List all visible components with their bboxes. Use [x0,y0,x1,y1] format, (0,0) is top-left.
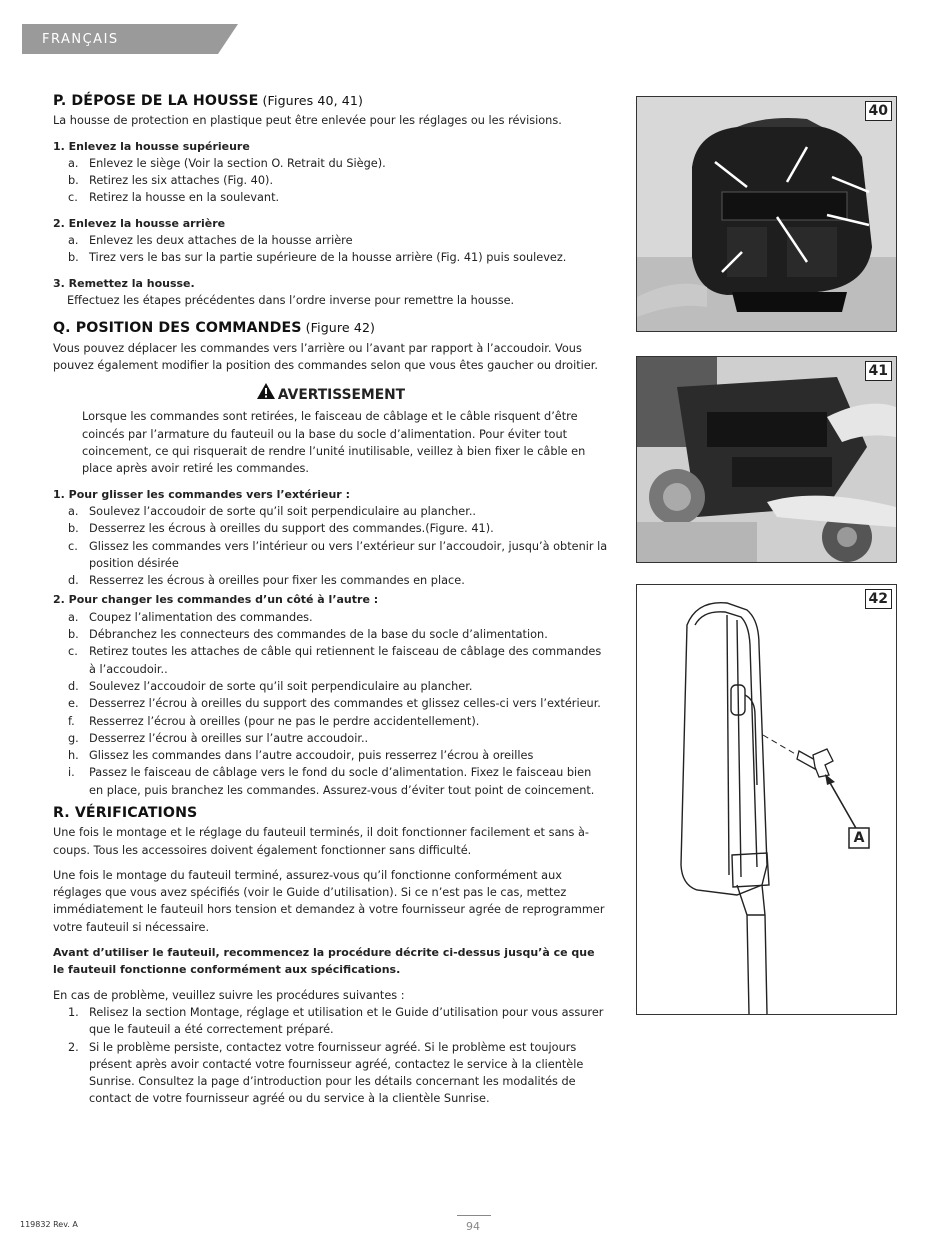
list-item [53,747,608,764]
section-p-intro: La housse de protection en plastique peut être enlevée pour les réglages ou les révisions. [53,114,562,128]
list-text: Relisez la section Montage, réglage et utilisation et le Guide d’utilisation pour vous assurer que le fauteuil a été correctement préparé. [89,1005,604,1037]
list-item [53,503,608,520]
doc-reference: 119832 Rev. A [20,1220,78,1229]
list-text: Glissez les commandes dans l’autre accoudoir, puis resserrez l’écrou à oreilles [89,749,534,763]
list-marker: c. [68,539,78,553]
section-r-problem-intro: En cas de problème, veuillez suivre les procédures suivantes : [53,988,405,1002]
list-item [53,572,608,589]
list-marker: a. [68,234,79,248]
list-marker: e. [68,697,79,711]
list-marker: d. [68,679,79,693]
list-item [53,538,608,573]
figure-42 [636,584,897,1015]
list-marker: b. [68,251,79,265]
footer-rule [457,1215,491,1216]
list-item [53,520,608,537]
section-p-heading: P. DÉPOSE DE LA HOUSSE (Figures 40, 41) [53,93,364,109]
fig42-illustration [637,585,896,1014]
list-text: Desserrez l’écrou à oreilles du support des commandes et glissez celles-ci vers l’extérieur. [89,697,601,711]
list-marker: f. [68,714,75,728]
step3-title: 3. Remettez la housse. [53,276,195,290]
step2-title: 2. Enlevez la housse arrière [53,216,226,230]
figure-40 [636,96,897,332]
list-marker: 1. [68,1005,79,1019]
sub2-list [53,609,608,799]
list-item [53,172,608,189]
list-item [53,626,608,643]
step1-title: 1. Enlevez la housse supérieure [53,139,250,153]
list-item [53,1039,608,1108]
fig41-label: 41 [865,361,892,381]
list-text: Débranchez les connecteurs des commandes de la base du socle d’alimentation. [89,628,548,642]
section-r-para2: Une fois le montage du fauteuil terminé, assurez-vous qu’il fonctionne conformément aux réglages que vous avez spécifiés (voir le Guide d’utilisation). Si ce n’est pas le cas, mettez immédiatement le fauteuil hors tension et demandez à votre fournisseur agrée de reprogrammer votre fauteuil si nécessaire. [53,868,605,934]
section-q-heading: Q. POSITION DES COMMANDES (Figure 42) [53,320,376,337]
list-text: Resserrez les écrous à oreilles pour fixer les commandes en place. [89,574,465,588]
warning-icon [256,382,276,400]
warning-text: Lorsque les commandes sont retirées, le faisceau de câblage et le câble risquent d’être coincés par l’armature du fauteuil ou la base du socle d’alimentation. Pour éviter tout coincement, ce qui risquerait de rendre l’unité inutilisable, veillez à bien fixer le câble en place après avoir retiré les commandes. [82,410,586,476]
list-marker: b. [68,174,79,188]
list-item [53,189,608,206]
main-text-column [53,92,608,1108]
sub1-title: 1. Pour glisser les commandes vers l’extérieur : [53,487,350,501]
fig42-label: 42 [865,589,892,609]
language-tab-label: FRANÇAIS [42,32,119,47]
list-text: Si le problème persiste, contactez votre fournisseur agréé. Si le problème est toujours présent après avoir contacté votre fournisseur agréé, contactez le service à la clientèle Sunrise. Consultez la page d’introduction pour les détails concernant les modalités de contact de votre fournisseur agréé ou du service à la clientèle Sunrise. [89,1040,584,1106]
list-item [53,764,608,799]
list-text: Desserrez les écrous à oreilles du support des commandes.(Figure. 41). [89,522,494,536]
list-text: Enlevez les deux attaches de la housse arrière [89,234,353,248]
page-number: 94 [466,1220,480,1233]
list-item [53,249,608,266]
figure-41 [636,356,897,563]
list-item [53,730,608,747]
list-text: Resserrez l’écrou à oreilles (pour ne pas le perdre accidentellement). [89,714,480,728]
language-tab [22,24,238,54]
step2-list [53,232,608,267]
fig41-illustration [637,357,896,562]
section-r-para1: Une fois le montage et le réglage du fauteuil terminés, il doit fonctionner facilement et sans à-coups. Tous les accessoires doivent également fonctionner sans difficulté. [53,826,590,857]
list-item [53,155,608,172]
list-text: Soulevez l’accoudoir de sorte qu’il soit perpendiculaire au plancher. [89,679,473,693]
fig40-illustration [637,97,896,331]
list-marker: b. [68,628,79,642]
list-text: Coupez l’alimentation des commandes. [89,610,313,624]
section-r-list [53,1004,608,1108]
list-item [53,695,608,712]
list-text: Passez le faisceau de câblage vers le fond du socle d’alimentation. Fixez le faisceau bien en place, puis branchez les commandes. Assurez-vous d’éviter tout point de coincement. [89,766,595,797]
list-text: Desserrez l’écrou à oreilles sur l’autre accoudoir.. [89,731,369,745]
list-marker: 2. [68,1040,79,1054]
warning-heading: AVERTISSEMENT [53,382,608,404]
list-text: Retirez toutes les attaches de câble qui retiennent le faisceau de câblage des commandes à l’accoudoir.. [89,645,602,676]
list-marker: i. [68,766,75,780]
list-marker: a. [68,610,79,624]
list-marker: a. [68,504,79,518]
list-marker: c. [68,645,78,659]
list-marker: h. [68,749,79,763]
list-item [53,643,608,678]
list-marker: c. [68,191,78,205]
section-q-intro: Vous pouvez déplacer les commandes vers l’arrière ou l’avant par rapport à l’accoudoir. Vous pouvez également modifier la position des commandes selon que vous êtes gaucher ou droitier. [53,341,598,372]
list-text: Glissez les commandes vers l’intérieur ou vers l’extérieur sur l’accoudoir, jusqu’à obtenir la position désirée [89,539,608,570]
fig40-label: 40 [865,101,892,121]
list-item [53,609,608,626]
step1-list [53,155,608,207]
step3-text: Effectuez les étapes précédentes dans l’ordre inverse pour remettre la housse. [67,293,515,307]
list-marker: d. [68,574,79,588]
sub1-list [53,503,608,589]
list-item [53,713,608,730]
list-text: Soulevez l’accoudoir de sorte qu’il soit perpendiculaire au plancher.. [89,504,477,518]
sub2-title: 2. Pour changer les commandes d’un côté à l’autre : [53,593,379,607]
list-marker: g. [68,731,79,745]
list-item [53,678,608,695]
fig42-callout-a: A [853,830,865,846]
section-r-heading: R. VÉRIFICATIONS [53,804,198,821]
list-text: Retirez la housse en la soulevant. [89,191,280,205]
list-text: Enlevez le siège (Voir la section O. Retrait du Siège). [89,156,386,170]
section-r-bold-para: Avant d’utiliser le fauteuil, recommencez la procédure décrite ci-dessus jusqu’à ce que le fauteuil fonctionne conformément aux spécifications. [53,946,595,977]
list-text: Retirez les six attaches (Fig. 40). [89,174,274,188]
list-item [53,232,608,249]
list-text: Tirez vers le bas sur la partie supérieure de la housse arrière (Fig. 41) puis soulevez. [89,251,567,265]
list-item [53,1004,608,1039]
list-marker: b. [68,522,79,536]
list-marker: a. [68,156,79,170]
